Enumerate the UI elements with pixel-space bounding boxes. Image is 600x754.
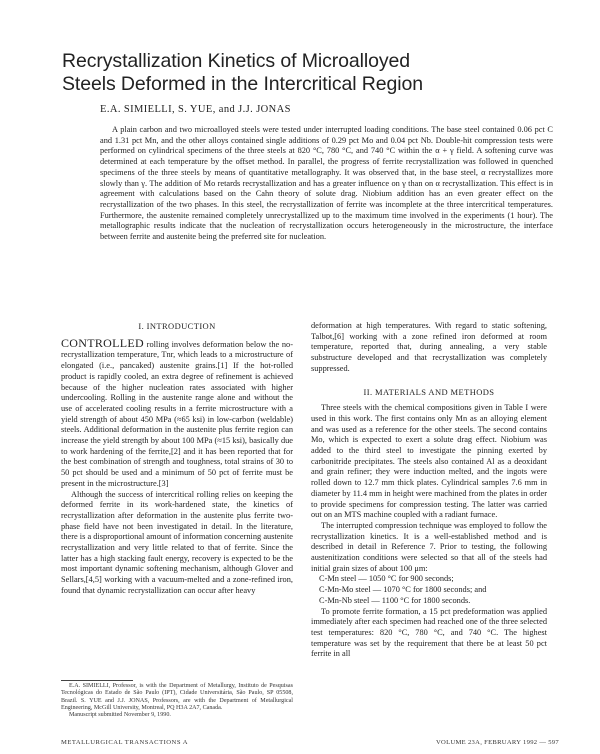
author-footnote	[61, 683, 293, 719]
methods-paragraph-2: The interrupted compression technique was employed to follow the recrystallization kinetics. It is a well-established method and is described in detail in Reference 7. Prior to testing, the following austenitization conditions were selected so that all of the steels had initial grain sizes of about 100 μm:	[311, 520, 547, 573]
title-line-1: Recrystallization Kinetics of Microalloyed	[62, 50, 411, 72]
austenitization-condition-2: C-Mn-Mo steel — 1070 °C for 1800 seconds; and	[319, 585, 487, 595]
footnote-rule	[61, 680, 133, 681]
intro-paragraph-2: Although the success of intercritical rolling relies on keeping the deformed ferrite in its work-hardened state, the kinetics of recrystallization after deformation in the austenite plus ferrite two-phase field have not been investigated in detail. In the literature, there is a disproportional amount of information concerning austenite recrystallization and very little related to that of ferrite. Since the latter has a high stacking fault energy, recovery is expected to be the most important dynamic softening mechanism, although Glover and Sellars,[4,5] working with a vacuum-melted and a zone-refined iron, found that dynamic recrystallization can occur after heavy	[61, 489, 293, 595]
section-heading-introduction: I. INTRODUCTION	[138, 321, 216, 331]
footnote-affiliations: E.A. SIMIELLI, Professor, is with the Department of Metallurgy, Instituto de Pesquisas Tecnológicas do Estado de São Paulo (IPT), Cidade Universitária, São Paulo, SP 05508, Brazil. S. YUE and J.J. JONAS, Professors, are with the Department of Metallurgical Engineering, McGill University, Montreal, PQ H3A 2A7, Canada.	[61, 683, 293, 711]
section-spacer	[311, 375, 547, 387]
intro-paragraph-1-text: rolling involves deformation below the no-recrystallization temperature, Tnr, which leads to a microstructure of elongated (i.e., pancaked) austenite grains.[1] If the hot-rolled product is rapidly cooled, an extra degree of refinement is achieved because of the higher nucleation rates associated with higher undercooling. Rolling in the austenite range alone and without the use of accelerated cooling results in a ferrite microstructure with a yield strength of about 450 MPa (≈65 ksi) in low-carbon (weldable) steels. Additional deformation in the austenite plus ferrite region can increase the yield strength by about 100 MPa (≈15 ksi), basically due to work hardening of the ferrite,[2] and it has been reported that for the best combination of strength and toughness, total strains of 30 to 50 pct should be used and a minimum of 50 pct of ferrite must be present in the microstructure.[3]	[61, 339, 293, 488]
austenitization-condition-1: C-Mn steel — 1050 °C for 900 seconds;	[319, 574, 454, 584]
abstract-text: A plain carbon and two microalloyed steels were tested under interrupted loading conditions. The base steel contained 0.06 pct C and 1.31 pct Mn, and the other alloys contained single additions of 0.29 pct Mo and 0.04 pct Nb. Double-hit compression tests were performed on cylindrical specimens of the three steels at 820 °C, 780 °C, and 740 °C within the α + γ field. A softening curve was determined at each temperature by the offset method. In parallel, the progress of ferrite recrystallization was followed in quenched specimens of the three steels by means of quantitative metallography. It was observed that, in the base steel, α recrystallizes more slowly than γ. The addition of Mo retards recrystallization and has a greater influence on γ than on α recrystallization. This effect is in agreement with calculations based on the Cahn theory of solute drag. Niobium addition has an even greater effect on the recrystallization of the two phases. In this steel, the recrystallization of ferrite was incomplete at the three intercritical temperatures. Furthermore, the austenite remained completely unrecrystallized up to the maximum time involved in the experiments (1 hour). The metallographic results indicate that the nucleation of recrystallization occurs heterogeneously in the microstructure, the interface between ferrite and austenite being the preferred site for nucleation.	[100, 125, 553, 242]
methods-paragraph-3: To promote ferrite formation, a 15 pct predeformation was applied immediately after each specimen had reached one of the three selected test temperatures: 820 °C, 780 °C, and 740 °C. The highest temperature was set by the requirement that there be at least 50 pct ferrite in all	[311, 606, 547, 659]
footnote-submission: Manuscript submitted November 9, 1990.	[69, 712, 171, 719]
abstract	[100, 125, 553, 243]
title-line-2: Steels Deformed in the Intercritical Region	[62, 73, 423, 95]
intro-paragraph-1	[61, 335, 293, 490]
right-column	[311, 321, 547, 660]
intro-continuation: deformation at high temperatures. With regard to static softening, Talbot,[6] working with a zone refined iron deformed at room temperature, reported that, during annealing, a very stable substructure developed and that recrystallization was completely suppressed.	[311, 321, 547, 373]
journal-name: METALLURGICAL TRANSACTIONS A	[61, 739, 189, 746]
volume-page-info: VOLUME 23A, FEBRUARY 1992 — 597	[436, 739, 559, 746]
author-list: E.A. SIMIELLI, S. YUE, and J.J. JONAS	[100, 104, 291, 115]
left-column	[61, 321, 293, 597]
methods-paragraph-1: Three steels with the chemical compositions given in Table I were used in this work. The first contains only Mn as an alloying element and was used as a reference for the other steels. The second contains Mo, which is expected to exert a solute drag effect. Niobium was added to the third steel to investigate the pinning exerted by carbonitride precipitates. The steels also contained Al as a deoxidant and grain refiner; they were induction melted, and the ingots were rolled down to 12.7 mm thick plates. Cylindrical samples 7.6 mm in diameter by 11.4 mm in height were machined from the plates in order to provide specimens for compression testing. The latter was carried out on an MTS machine coupled with a radiant furnace.	[311, 403, 547, 520]
intro-dropcap: CONTROLLED	[61, 335, 144, 350]
austenitization-condition-3: C-Mn-Nb steel — 1100 °C for 1800 seconds.	[319, 595, 471, 605]
paper-title	[62, 50, 542, 96]
section-heading-methods: II. MATERIALS AND METHODS	[363, 386, 495, 397]
